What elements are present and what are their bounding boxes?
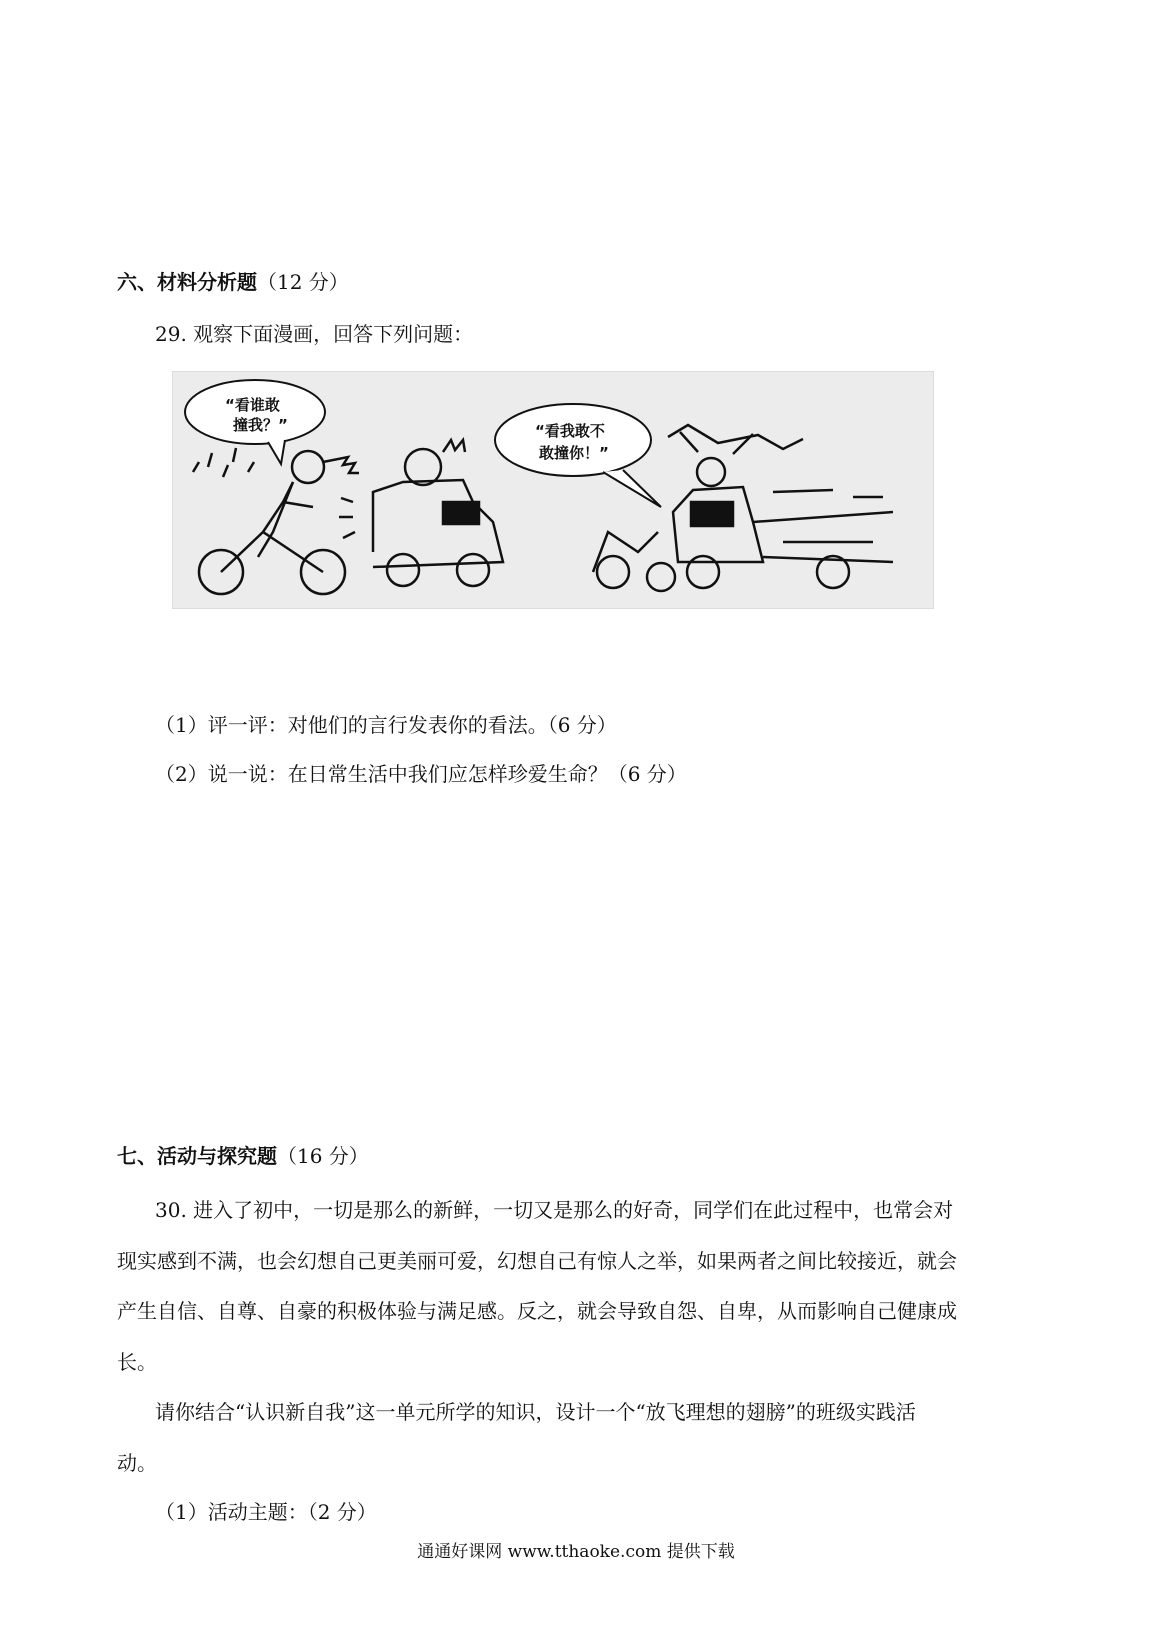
- cyclist-figure: [193, 448, 359, 594]
- question-30-part-1: （1）活动主题：（2 分）: [155, 1500, 377, 1524]
- car-left: [339, 440, 503, 586]
- section-6-title: 六、材料分析题: [117, 270, 257, 294]
- speech-bubble-right: [495, 404, 651, 476]
- question-30-line-6: 动。: [117, 1451, 157, 1475]
- comic-drawing: [173, 372, 933, 608]
- question-29-part-2: （2）说一说：在日常生活中我们应怎样珍爱生命？（6 分）: [155, 762, 687, 786]
- question-30-line-4: 长。: [117, 1350, 157, 1374]
- page-footer: 通通好课网 www.tthaoke.com 提供下载: [417, 1542, 735, 1562]
- section-7-points: （16 分）: [277, 1144, 369, 1168]
- bubble-right-text-2: 敢撞你！”: [539, 444, 609, 462]
- bubble-right-text-1: “看我敢不: [535, 422, 605, 440]
- question-30-line-1: 30. 进入了初中，一切是那么的新鲜，一切又是那么的好奇，同学们在此过程中，也常会对: [155, 1198, 954, 1222]
- section-6-heading: [117, 268, 349, 296]
- question-30-line-3: 产生自信、自尊、自豪的积极体验与满足感。反之，就会导致自怨、自卑，从而影响自己健康成: [117, 1299, 957, 1323]
- question-29-part-1: （1）评一评：对他们的言行发表你的看法。（6 分）: [155, 713, 617, 737]
- section-6-points: （12 分）: [257, 270, 349, 294]
- question-29: 29. 观察下面漫画，回答下列问题：: [155, 322, 474, 346]
- section-7-heading: [117, 1142, 369, 1170]
- bubble-left-text-2: 撞我？”: [233, 416, 288, 434]
- car-right: [673, 487, 893, 588]
- question-30-line-2: 现实感到不满，也会幻想自己更美丽可爱，幻想自己有惊人之举，如果两者之间比较接近，就会: [117, 1249, 957, 1273]
- section-7-title: 七、活动与探究题: [117, 1144, 277, 1168]
- comic-illustration: [172, 371, 934, 609]
- question-30-line-5: 请你结合“认识新自我”这一单元所学的知识，设计一个“放飞理想的翅膀”的班级实践活: [155, 1400, 916, 1424]
- bubble-left-text-1: “看谁敢: [225, 396, 280, 414]
